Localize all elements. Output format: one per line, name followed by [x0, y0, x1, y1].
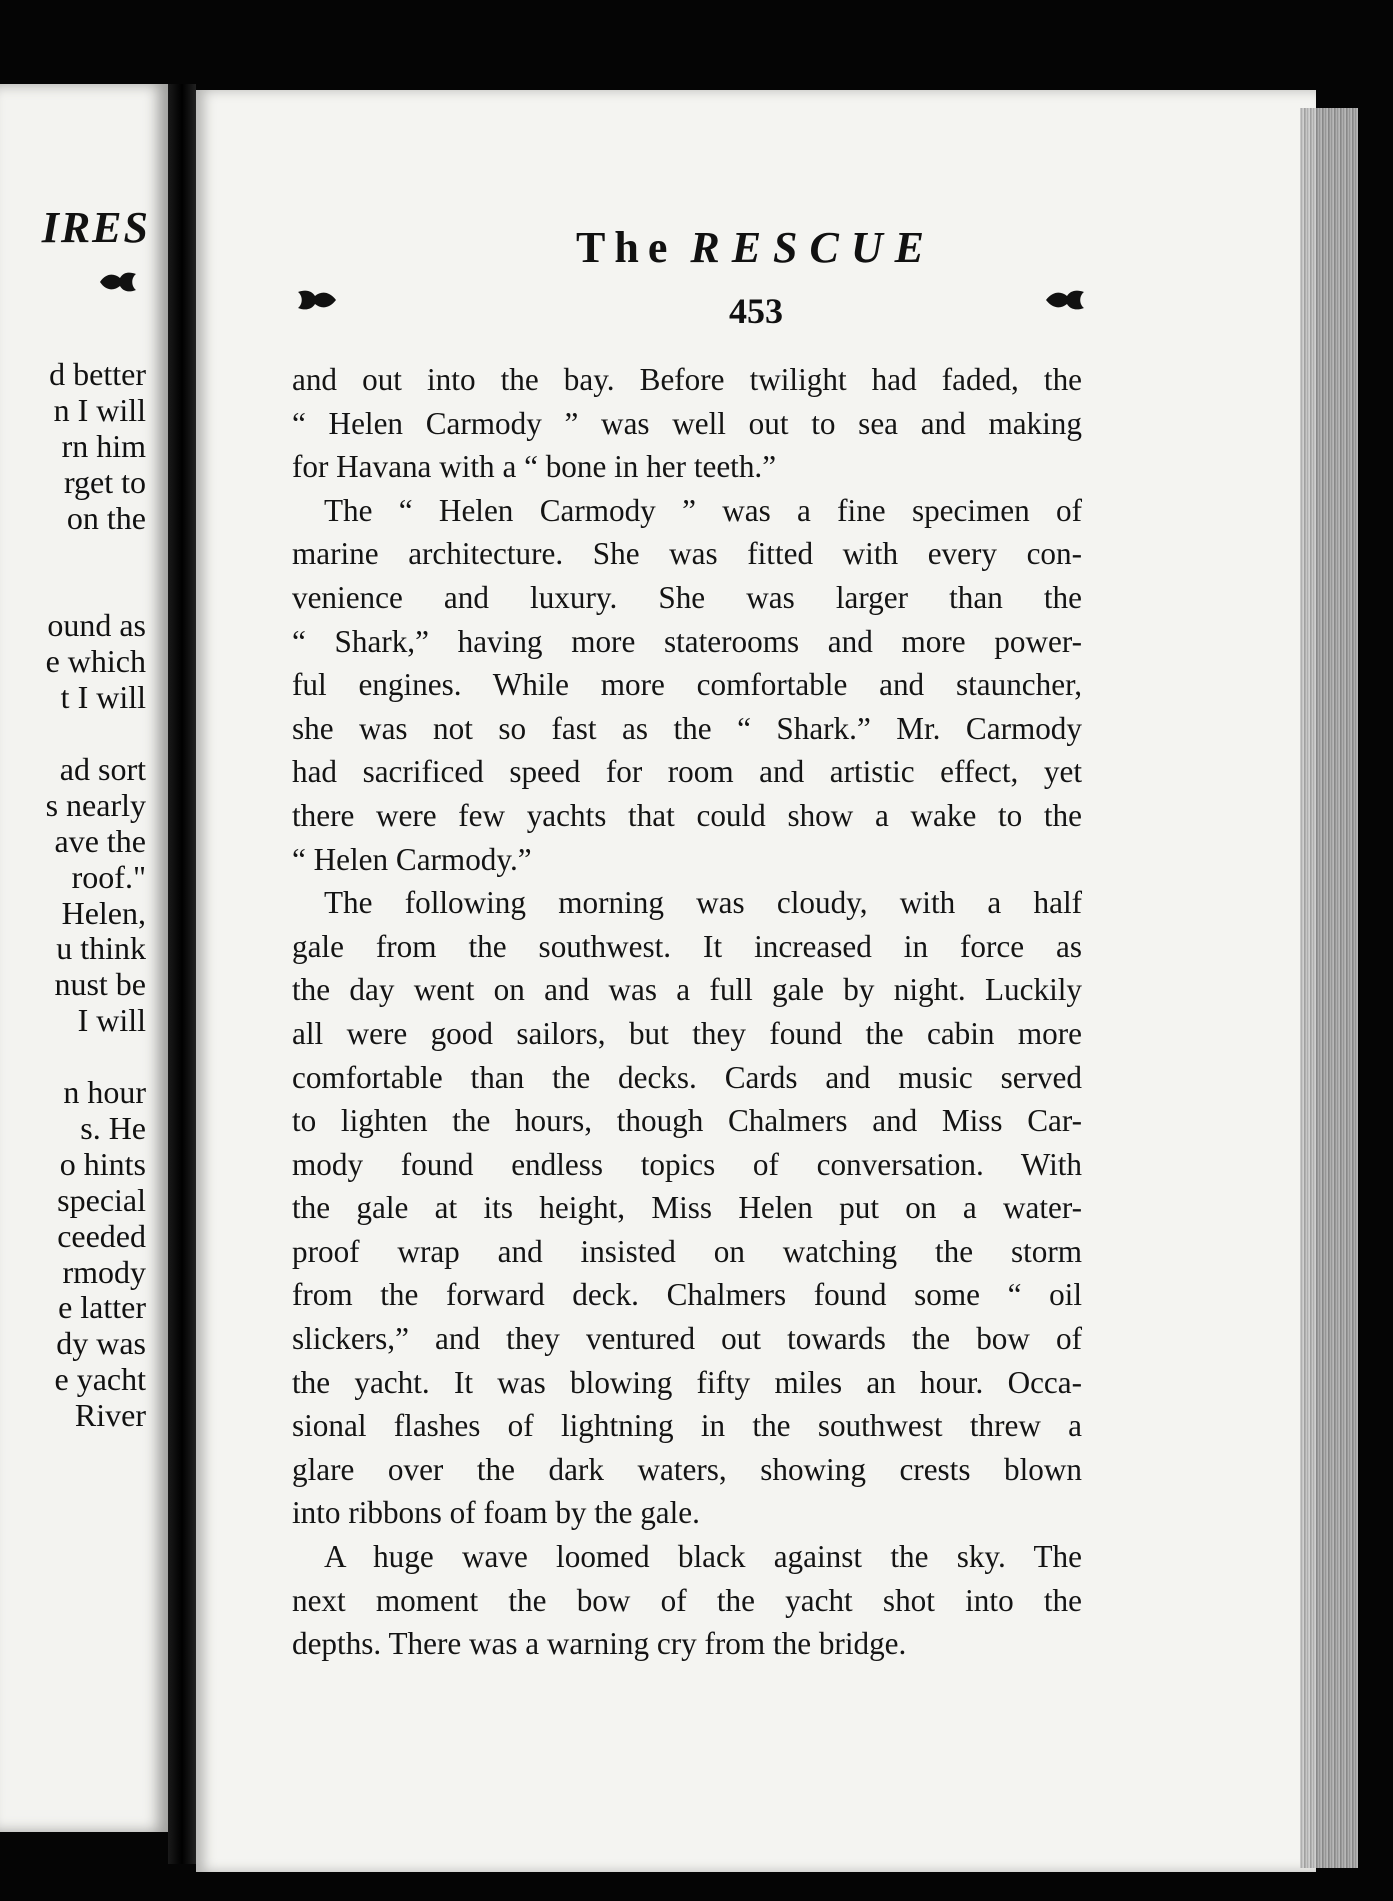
- paragraph: [292, 1535, 1082, 1666]
- text-line: comfortable than the decks. Cards and music served: [292, 1059, 1082, 1095]
- text-line: to lighten the hours, though Chalmers and Miss Car-: [292, 1103, 1082, 1139]
- text-line: A huge wave loomed black against the sky. The: [324, 1539, 1082, 1575]
- left-text-line: on the: [66, 499, 146, 536]
- left-text-line: o hints: [59, 1145, 146, 1182]
- text-line: for Havana with a “ bone in her teeth.”: [292, 449, 777, 485]
- left-text-line: e which: [45, 643, 146, 680]
- text-line: glare over the dark waters, showing crests blown: [292, 1451, 1082, 1487]
- paragraph: [292, 358, 1082, 489]
- text-line: the yacht. It was blowing fifty miles an hour. Occa-: [292, 1364, 1082, 1400]
- text-line: the gale at its height, Miss Helen put on a water-: [292, 1190, 1082, 1226]
- left-text-line: n hour: [63, 1074, 146, 1110]
- text-line: depths. There was a warning cry from the bridge.: [292, 1626, 907, 1662]
- running-head: [196, 222, 1316, 273]
- left-text-line: e yacht: [54, 1361, 146, 1398]
- text-line: next moment the bow of the yacht shot into the: [292, 1582, 1082, 1618]
- text-line: “ Helen Carmody ” was well out to sea and making: [292, 405, 1082, 441]
- running-head-the: The: [576, 223, 677, 272]
- body-text: [292, 358, 1082, 1666]
- left-text-line: ad sort: [59, 750, 146, 787]
- text-line: “ Helen Carmody.”: [292, 841, 532, 877]
- text-line: ful engines. While more comfortable and stauncher,: [292, 667, 1082, 703]
- left-text-line: roof.": [71, 858, 146, 895]
- left-text-line: special: [57, 1181, 146, 1218]
- page-number: 453: [729, 291, 783, 331]
- left-text-line: rget to: [63, 463, 146, 500]
- text-line: all were good sailors, but they found the cabin more: [292, 1015, 1082, 1051]
- left-text-line: n I will: [53, 391, 146, 428]
- text-line: the day went on and was a full gale by night. Luckily: [292, 972, 1082, 1008]
- left-text-line: nust be: [54, 966, 146, 1003]
- left-text-line: rn him: [61, 427, 146, 464]
- left-text-line: t I will: [60, 679, 146, 716]
- book-gutter: [168, 84, 196, 1864]
- left-text-line: Helen,: [61, 894, 146, 931]
- text-line: The “ Helen Carmody ” was a fine specimen of: [324, 492, 1082, 528]
- text-line: mody found endless topics of conversation. With: [292, 1146, 1082, 1182]
- left-text-line: s nearly: [45, 786, 146, 823]
- text-line: marine architecture. She was fitted with every con-: [292, 536, 1082, 572]
- left-text-line: d better: [49, 356, 146, 392]
- running-head-title: RESCUE: [690, 223, 936, 272]
- left-text-line: s. He: [80, 1109, 146, 1146]
- left-text-line: ound as: [47, 607, 146, 644]
- paragraph: [292, 489, 1082, 881]
- fleuron-icon: [1044, 286, 1086, 314]
- text-line: sional flashes of lightning in the southwest threw a: [292, 1408, 1082, 1444]
- left-text-line: e latter: [58, 1289, 146, 1326]
- text-line: “ Shark,” having more staterooms and more power-: [292, 623, 1082, 659]
- text-line: into ribbons of foam by the gale.: [292, 1495, 700, 1531]
- left-text-line: I will: [77, 1002, 146, 1039]
- text-line: slickers,” and they ventured out towards the bow of: [292, 1321, 1082, 1357]
- text-line: and out into the bay. Before twilight had faded, the: [292, 362, 1082, 397]
- left-text-line: ceeded: [57, 1217, 146, 1254]
- left-running-head: IRES: [41, 203, 150, 252]
- right-page: [196, 90, 1316, 1872]
- text-line: from the forward deck. Chalmers found some “ oil: [292, 1277, 1082, 1313]
- left-text-line: rmody: [62, 1253, 146, 1290]
- left-text-line: ave the: [54, 822, 146, 859]
- text-line: gale from the southwest. It increased in force as: [292, 928, 1082, 964]
- text-line: she was not so fast as the “ Shark.” Mr. Carmody: [292, 710, 1082, 746]
- left-text-line: u think: [56, 930, 146, 967]
- text-line: there were few yachts that could show a wake to the: [292, 797, 1082, 833]
- text-line: venience and luxury. She was larger than the: [292, 579, 1082, 615]
- left-text-line: River: [74, 1397, 146, 1434]
- paragraph: [292, 881, 1082, 1535]
- text-line: proof wrap and insisted on watching the storm: [292, 1233, 1082, 1269]
- page-edge: [1300, 108, 1358, 1868]
- left-text-line: dy was: [56, 1325, 146, 1362]
- text-line: The following morning was cloudy, with a half: [324, 885, 1082, 921]
- left-page: [0, 84, 168, 1832]
- text-line: had sacrificed speed for room and artistic effect, yet: [292, 754, 1082, 790]
- fleuron-icon: [98, 269, 138, 295]
